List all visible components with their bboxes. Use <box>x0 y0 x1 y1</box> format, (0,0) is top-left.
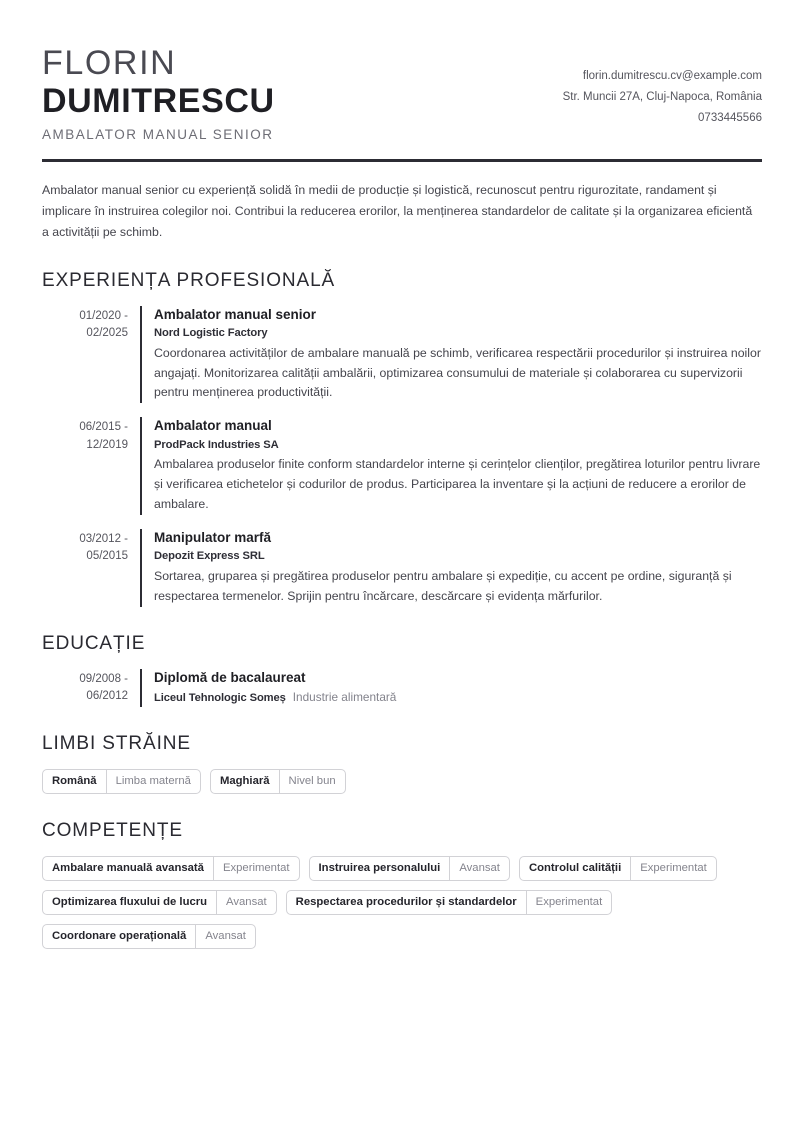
experience-entry <box>42 306 762 404</box>
entry-role: Manipulator marfă <box>154 530 272 546</box>
section-title-skills: COMPETENȚE <box>42 819 183 841</box>
languages-list <box>42 769 762 794</box>
section-title-education: EDUCAȚIE <box>42 632 146 654</box>
entry-organization: Nord Logistic Factory <box>154 326 268 339</box>
section-skills <box>42 820 762 949</box>
entry-body <box>142 306 762 404</box>
entry-body <box>142 417 762 515</box>
education-subject: Industrie alimentară <box>292 690 397 705</box>
entry-date-end: 06/2012 <box>86 690 128 703</box>
skill-pill[interactable] <box>309 856 510 881</box>
entry-description: Coordonarea activităților de ambalare manuală pe schimb, verificarea respectării procedurilor și instruirea noilor angajați. Monitorizarea calității ambalării, optimizarea consumului de materiale și colaborarea cu supervizorii pentru menținerea productivității. <box>154 345 761 400</box>
section-title-languages: LIMBI STRĂINE <box>42 732 191 754</box>
skill-level: Avansat <box>195 925 255 948</box>
contact-block <box>563 44 762 129</box>
job-title: AMBALATOR MANUAL SENIOR <box>42 127 274 143</box>
entry-date-start: 01/2020 - <box>79 309 128 322</box>
language-name: Maghiară <box>219 775 270 788</box>
language-level: Nivel bun <box>279 770 345 793</box>
skills-list <box>42 856 762 949</box>
skill-level: Experimentat <box>630 857 716 880</box>
entry-date-end: 02/2025 <box>86 326 128 339</box>
contact-address: Str. Muncii 27A, Cluj-Napoca, România <box>562 90 762 103</box>
entry-dates <box>42 529 140 607</box>
language-pill[interactable] <box>42 769 201 794</box>
entry-description: Sortarea, gruparea și pregătirea produselor pentru ambalare și expediție, cu accent pe ordine, siguranță și respectarea termenelor. Sprijin pentru încărcare, descărcare și evidența mărfurilor. <box>154 569 732 603</box>
skill-pill[interactable] <box>42 890 277 915</box>
section-education <box>42 633 762 707</box>
entry-dates <box>42 306 140 404</box>
skill-name: Controlul calității <box>528 862 622 875</box>
entry-role: Ambalator manual senior <box>154 306 317 322</box>
entry-body <box>142 529 762 607</box>
education-degree: Diplomă de bacalaureat <box>154 669 306 685</box>
skill-pill[interactable] <box>519 856 717 881</box>
skill-level: Avansat <box>449 857 509 880</box>
education-entry <box>42 669 762 707</box>
first-name: FLORIN <box>42 44 177 82</box>
profile-summary: Ambalator manual senior cu experiență solidă în medii de producție și logistică, recunoscut pentru rigurozitate, randament și implicare în instruirea colegilor noi. Contribui la reducerea erorilor, la menținerea standardelor de calitate și la organizarea eficientă a activității pe schimb. <box>42 183 753 240</box>
entry-date-start: 03/2012 - <box>79 533 128 546</box>
entry-dates <box>42 417 140 515</box>
language-name: Română <box>52 775 97 788</box>
skill-name: Optimizarea fluxului de lucru <box>52 896 208 909</box>
education-org-row <box>154 689 762 707</box>
entry-date-start: 09/2008 - <box>79 672 128 685</box>
education-school: Liceul Tehnologic Someș <box>154 692 286 705</box>
section-experience <box>42 270 762 607</box>
entry-body <box>142 669 762 707</box>
skill-name: Ambalare manuală avansată <box>52 862 204 875</box>
experience-entry <box>42 529 762 607</box>
entry-date-start: 06/2015 - <box>79 421 128 434</box>
skill-name: Respectarea procedurilor și standardelor <box>295 896 517 909</box>
skill-level: Experimentat <box>526 891 612 914</box>
contact-email[interactable]: florin.dumitrescu.cv@example.com <box>582 70 762 82</box>
skill-pill[interactable] <box>286 890 613 915</box>
name-block <box>42 44 275 142</box>
entry-date-end: 05/2015 <box>86 550 128 563</box>
last-name: DUMITRESCU <box>42 82 275 121</box>
entry-organization: Depozit Express SRL <box>154 550 265 563</box>
contact-phone[interactable]: 0733445566 <box>698 111 762 124</box>
entry-dates <box>42 669 140 707</box>
skill-level: Avansat <box>216 891 276 914</box>
language-pill[interactable] <box>210 769 346 794</box>
experience-entry <box>42 417 762 515</box>
language-level: Limba maternă <box>106 770 200 793</box>
skill-pill[interactable] <box>42 924 256 949</box>
entry-role: Ambalator manual <box>154 418 272 434</box>
resume-header <box>42 0 762 142</box>
entry-description: Ambalarea produselor finite conform standardelor interne și cerințelor clienților, pregătirea loturilor pentru livrare și verificarea etichetelor și codurilor de produs. Participarea la inventare și la acțiuni de reducere a erorilor de ambalare. <box>154 457 761 512</box>
section-title-experience: EXPERIENȚA PROFESIONALĂ <box>42 269 336 291</box>
entry-date-end: 12/2019 <box>86 438 128 451</box>
section-languages <box>42 733 762 794</box>
skill-name: Instruirea personalului <box>318 862 441 875</box>
header-divider <box>42 159 762 162</box>
skill-level: Experimentat <box>213 857 299 880</box>
skill-name: Coordonare operațională <box>52 930 187 943</box>
skill-pill[interactable] <box>42 856 300 881</box>
entry-organization: ProdPack Industries SA <box>154 438 279 451</box>
